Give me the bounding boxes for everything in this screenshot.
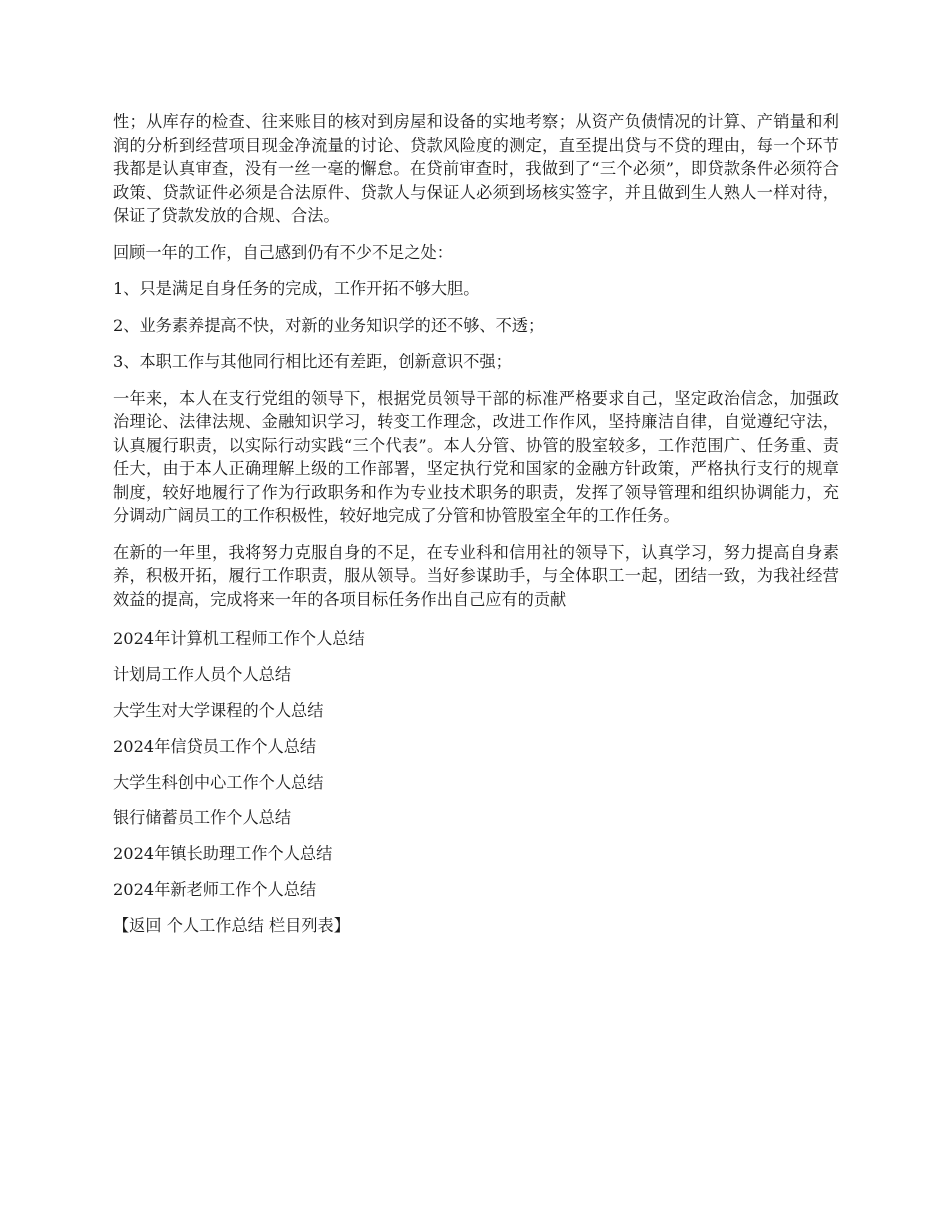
list-item <box>113 627 839 651</box>
article-paragraph: 回顾一年的工作，自己感到仍有不少不足之处： <box>113 242 453 262</box>
list-item <box>113 699 839 723</box>
related-link[interactable]: 大学生科创中心工作个人总结 <box>113 772 324 792</box>
related-link[interactable]: 2024年计算机工程师工作个人总结 <box>113 629 365 648</box>
related-link[interactable]: 2024年信贷员工作个人总结 <box>113 736 317 756</box>
list-item <box>113 842 839 866</box>
article-paragraph: 1、只是满足自身任务的完成，工作开拓不够大胆。 <box>113 279 480 298</box>
related-link[interactable]: 银行储蓄员工作个人总结 <box>113 808 292 828</box>
list-item <box>113 878 839 902</box>
article-paragraph: 2、业务素养提高不快，对新的业务知识学的还不够、不透； <box>113 315 545 335</box>
article-paragraph: 一年来，本人在支行党组的领导下，根据党员领导干部的标准严格要求自己，坚定政治信念，加强政治理论、法律法规、金融知识学习，转变工作理念，改进工作作风，坚持廉洁自律，自觉遵纪守法，认真履行职责，以实际行动实践“三个代表”。本人分管、协管的股室较多，工作范围广、任务重、责任大，由于本人正确理解上级的工作部署，坚定执行党和国家的金融方针政策，严格执行支行的规章制度，较好地履行了作为行政职务和作为专业技术职务的职责，发挥了领导管理和组织协调能力，充分调动广阔员工的工作积极性，较好地完成了分管和协管股室全年的工作任务。 <box>113 388 839 525</box>
list-item <box>113 771 839 795</box>
article-paragraph: 3、本职工作与其他同行相比还有差距，创新意识不强； <box>113 352 512 371</box>
back-suffix: 栏目列表】 <box>263 916 350 936</box>
article-paragraph: 性；从库存的检查、往来账目的核对到房屋和设备的实地考察；从资产负债情况的计算、产销量和利润的分析到经营项目现金净流量的讨论、贷款风险度的测定，直至提出贷与不贷的理由，每一个环节我都是认真审查，没有一丝一毫的懈怠。在贷前审查时，我做到了“三个必须”，即贷款条件必须符合政策、贷款证件必须是合法原件、贷款人与保证人必须到场核实签字，并且做到生人熟人一样对待，保证了贷款发放的合规、合法。 <box>113 112 839 225</box>
related-link[interactable]: 大学生对大学课程的个人总结 <box>113 700 324 720</box>
list-item <box>113 663 839 687</box>
back-to-category-link[interactable]: 个人工作总结 <box>166 916 264 936</box>
related-link[interactable]: 计划局工作人员个人总结 <box>113 664 292 684</box>
article-body <box>113 110 839 611</box>
back-prefix: 【返回 <box>113 916 167 936</box>
list-item <box>113 735 839 759</box>
article-paragraph: 在新的一年里，我将努力克服自身的不足，在专业科和信用社的领导下，认真学习，努力提高自身素养，积极开拓，履行工作职责，服从领导。当好参谋助手，与全体职工一起，团结一致，为我社经营效益的提高，完成将来一年的各项目标任务作出自己应有的贡献 <box>113 542 839 609</box>
document-page <box>113 110 839 938</box>
list-item <box>113 806 839 830</box>
back-to-list <box>113 914 839 938</box>
related-link[interactable]: 2024年新老师工作个人总结 <box>113 880 317 900</box>
related-link[interactable]: 2024年镇长助理工作个人总结 <box>113 844 333 864</box>
related-links-list <box>113 627 839 902</box>
